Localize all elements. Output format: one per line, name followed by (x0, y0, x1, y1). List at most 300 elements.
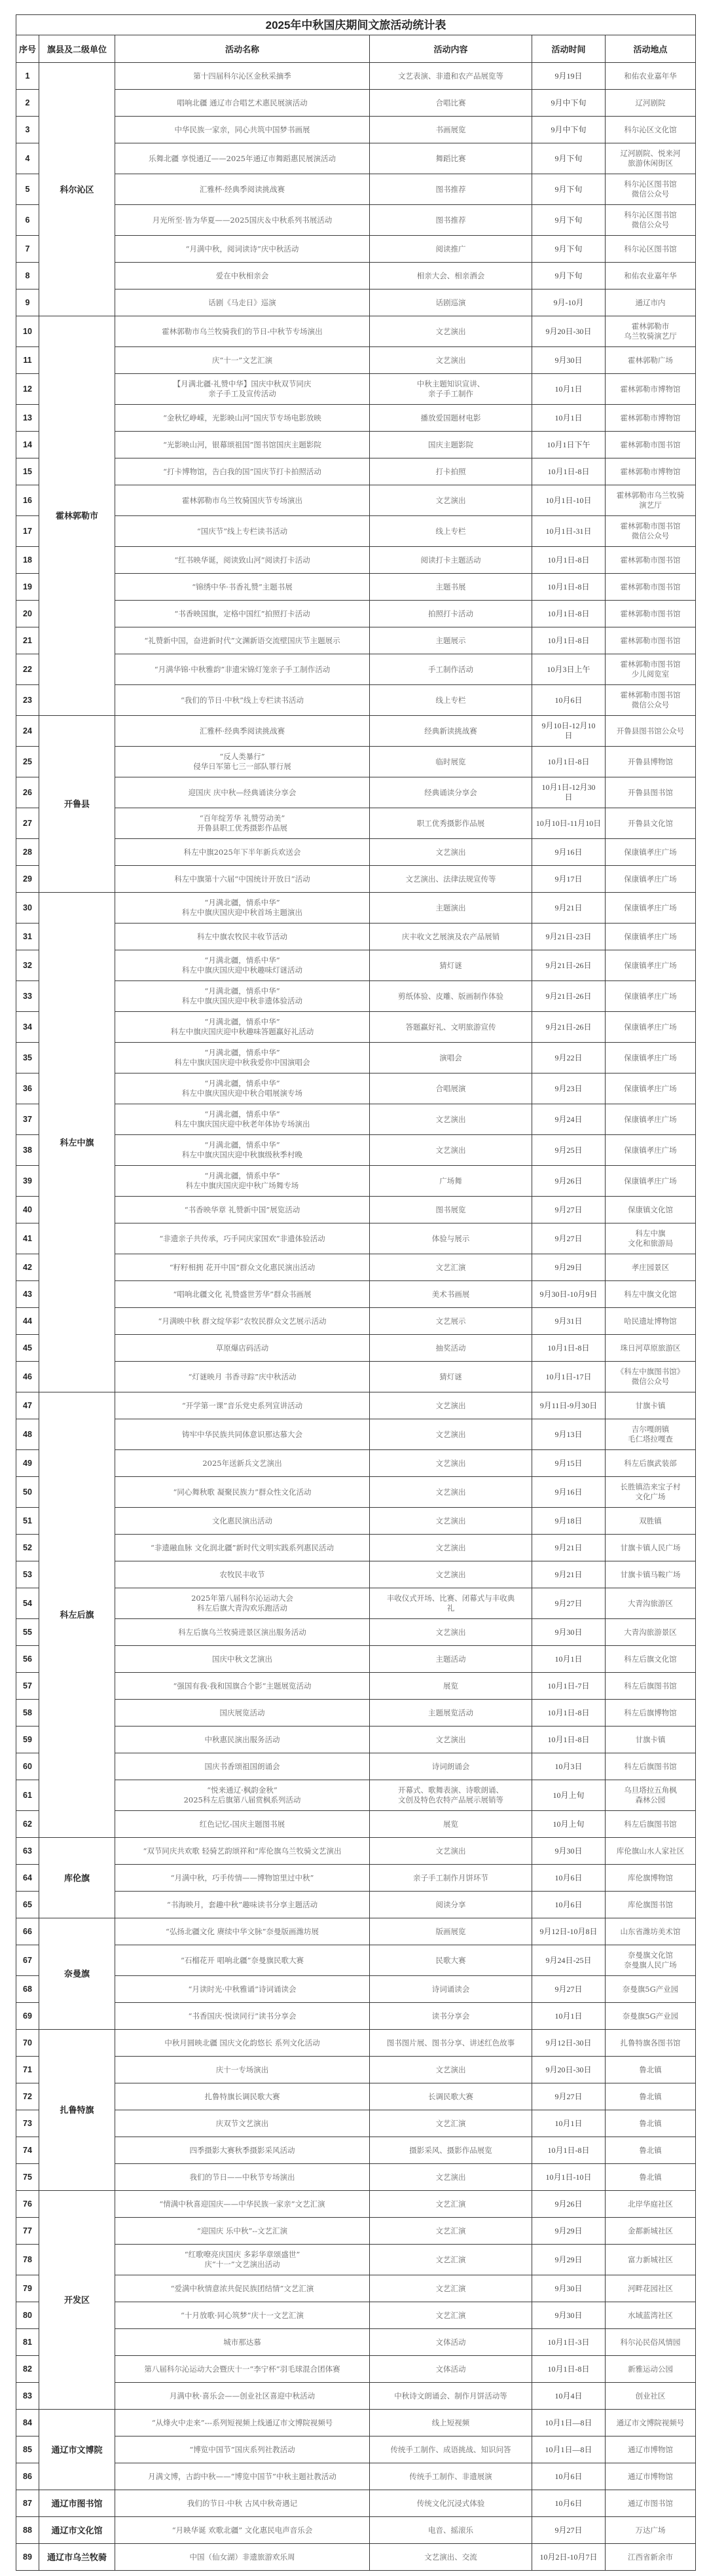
activity-time: 9月24日-25日 (532, 1945, 606, 1976)
activity-name: “双节同庆共欢歌 轻骑艺韵颂祥和”库伦旗乌兰牧骑文艺演出 (115, 1838, 370, 1865)
row-number: 29 (16, 866, 39, 893)
activity-time: 10月1日 (532, 1646, 606, 1673)
activity-name: 中秋月圆映北疆 国庆文化韵悠长 系列文化活动 (115, 2030, 370, 2057)
row-number: 69 (16, 2003, 39, 2030)
activity-content: 相亲大会、相亲酒会 (370, 263, 532, 289)
activity-time: 9月19日 (532, 63, 606, 90)
activity-time: 9月中下旬 (532, 90, 606, 117)
row-number: 20 (16, 601, 39, 627)
row-number: 31 (16, 924, 39, 950)
header-location: 活动地点 (606, 35, 696, 63)
activity-name: 科左中旗2025年下半年新兵欢送会 (115, 839, 370, 866)
activity-content: 文艺演出 (370, 1727, 532, 1753)
activity-location: 辽河剧院、悦来河 旅游休闲街区 (606, 143, 696, 174)
table-row (16, 1700, 696, 1727)
activity-name: “国庆节”线上专栏读书活动 (115, 516, 370, 547)
activity-location: 霍林郭勒市乌兰牧骑 演艺厅 (606, 485, 696, 516)
row-number: 32 (16, 950, 39, 981)
activity-content: 线上专栏 (370, 685, 532, 716)
row-number: 36 (16, 1073, 39, 1104)
activity-time: 9月25日 (532, 1135, 606, 1166)
activity-location: 大青沟旅游景区 (606, 1619, 696, 1646)
row-number: 26 (16, 777, 39, 808)
table-row (16, 1450, 696, 1477)
activity-time: 10月3日 (532, 1753, 606, 1780)
table-row (16, 1166, 696, 1197)
activity-content: 展览 (370, 1673, 532, 1700)
table-row (16, 432, 696, 458)
activity-content: 体验与展示 (370, 1223, 532, 1254)
table-row (16, 1281, 696, 1308)
activity-name: 国庆展览活动 (115, 1700, 370, 1727)
activity-location: 北岸华庭社区 (606, 2191, 696, 2218)
activity-content: 美术书画展 (370, 1281, 532, 1308)
table-row (16, 458, 696, 485)
table-row (16, 1753, 696, 1780)
table-row (16, 2463, 696, 2490)
row-number: 78 (16, 2245, 39, 2275)
row-number: 21 (16, 627, 39, 654)
activity-name: “红歌嘹亮庆国庆 多彩华章颂盛世” 庆“十一”文艺演出活动 (115, 2245, 370, 2275)
table-row (16, 1223, 696, 1254)
row-number: 62 (16, 1811, 39, 1838)
activity-time: 9月16日 (532, 1477, 606, 1508)
row-number: 39 (16, 1166, 39, 1197)
activity-name: “月满北疆，情系中华” 科左中旗庆国庆迎中秋趣味答题赢好礼活动 (115, 1012, 370, 1043)
table-row (16, 2275, 696, 2302)
table-row (16, 839, 696, 866)
header-no: 序号 (16, 35, 39, 63)
activity-name: 科左后旗乌兰牧骑进景区演出服务活动 (115, 1619, 370, 1646)
table-row (16, 289, 696, 316)
activity-name: 霍林郭勒市乌兰牧骑国庆节专场演出 (115, 485, 370, 516)
row-number: 52 (16, 1535, 39, 1561)
row-number: 19 (16, 574, 39, 601)
activity-time: 10月10日-11月10日 (532, 808, 606, 839)
activity-time: 9月26日 (532, 1166, 606, 1197)
row-number: 17 (16, 516, 39, 547)
activity-time: 10月上旬 (532, 1811, 606, 1838)
table-row (16, 777, 696, 808)
activity-location: 科左后旗武装部 (606, 1450, 696, 1477)
activity-location: 和佑农业嘉年华 (606, 263, 696, 289)
activity-time: 9月下旬 (532, 263, 606, 289)
activity-location: 科尔沁区文化馆 (606, 117, 696, 143)
header-time: 活动时间 (532, 35, 606, 63)
unit-cell: 科尔沁区 (39, 63, 115, 316)
row-number: 89 (16, 2544, 39, 2571)
row-number: 74 (16, 2137, 39, 2164)
activity-name: “非遗亲子共传承，巧手同庆家国欢”非遗体验活动 (115, 1223, 370, 1254)
row-number: 49 (16, 1450, 39, 1477)
activity-time: 10月1日—8日 (532, 2436, 606, 2463)
table-row (16, 63, 696, 90)
table-row (16, 174, 696, 205)
activity-name: “悦来通辽·枫韵金秋” 2025科左后旗第八届赏枫系列活动 (115, 1780, 370, 1811)
activity-content: 展览 (370, 1811, 532, 1838)
activity-time: 10月1日-8日 (532, 574, 606, 601)
activity-location: 开鲁县博物馆 (606, 747, 696, 777)
activity-time: 9月12日-30日 (532, 2030, 606, 2057)
row-number: 11 (16, 347, 39, 374)
activity-name: 第八届科尔沁运动大会暨庆十一“李宁杯”羽毛球混合团体赛 (115, 2356, 370, 2383)
activity-name: 庆双节文艺演出 (115, 2110, 370, 2137)
activity-time: 10月1日-8日 (532, 747, 606, 777)
row-number: 63 (16, 1838, 39, 1865)
activity-location: 库伦旗博物馆 (606, 1865, 696, 1892)
activity-content: 文艺演出 (370, 1508, 532, 1535)
activity-name: 我们的节日·中秋 古风中秋奇遇记 (115, 2490, 370, 2517)
row-number: 8 (16, 263, 39, 289)
row-number: 57 (16, 1673, 39, 1700)
activity-time: 9月30日 (532, 1838, 606, 1865)
row-number: 30 (16, 893, 39, 924)
activity-time: 9月20日-30日 (532, 316, 606, 347)
table-title: 2025年中秋国庆期间文旅活动统计表 (16, 15, 696, 35)
activity-content: 文体活动 (370, 2329, 532, 2356)
activity-name: “迎国庆 乐中秋”--文艺汇演 (115, 2218, 370, 2245)
activity-time: 10月1日-17日 (532, 1362, 606, 1392)
row-number: 47 (16, 1392, 39, 1419)
row-number: 5 (16, 174, 39, 205)
table-row (16, 716, 696, 747)
activity-content: 文艺汇演 (370, 2218, 532, 2245)
table-row (16, 117, 696, 143)
activity-location: 山东省潍坊美术馆 (606, 1918, 696, 1945)
activity-content: 文艺汇演 (370, 2191, 532, 2218)
row-number: 38 (16, 1135, 39, 1166)
unit-cell: 通辽市文博院 (39, 2410, 115, 2490)
unit-cell: 通辽市图书馆 (39, 2490, 115, 2517)
activity-location: 水域蓝湾社区 (606, 2302, 696, 2329)
activity-content: 猜灯谜 (370, 950, 532, 981)
activity-name: “唱响北疆文化 礼赞盛世芳华”群众书画展 (115, 1281, 370, 1308)
activity-time: 9月21日-23日 (532, 924, 606, 950)
activity-name: “月满中秋，巧手传情——博物馆里过中秋” (115, 1865, 370, 1892)
activity-name: “书香国庆·悦读同行”读书分享会 (115, 2003, 370, 2030)
activity-time: 9月22日 (532, 1043, 606, 1073)
row-number: 16 (16, 485, 39, 516)
activity-name: “金秋忆峥嵘，光影映山河”国庆节专场电影放映 (115, 405, 370, 432)
table-row (16, 1335, 696, 1362)
activity-name: 【月满北疆·礼赞中华】国庆中秋双节同庆 亲子手工及宣传活动 (115, 374, 370, 405)
activity-content: 传统手工制作、成语挑战、知识问答 (370, 2436, 532, 2463)
table-row (16, 405, 696, 432)
activity-name: “月满北疆，情系中华” 科左中旗庆国庆迎中秋老年体协专场演出 (115, 1104, 370, 1135)
activity-location: 霍林郭勒市图书馆 (606, 547, 696, 574)
row-number: 28 (16, 839, 39, 866)
row-number: 87 (16, 2490, 39, 2517)
table-row (16, 950, 696, 981)
activity-time: 9月下旬 (532, 205, 606, 236)
row-number: 9 (16, 289, 39, 316)
row-number: 12 (16, 374, 39, 405)
activity-name: “十月放歌·同心筑梦”庆十一文艺汇演 (115, 2302, 370, 2329)
activity-time: 10月1日-12月30 日 (532, 777, 606, 808)
table-row (16, 574, 696, 601)
table-row (16, 1392, 696, 1419)
activity-location: 霍林郭勒市 乌兰牧骑演艺厅 (606, 316, 696, 347)
activity-name: 四季摄影大赛秋季摄影采风活动 (115, 2137, 370, 2164)
activity-time: 9月26日 (532, 2191, 606, 2218)
activity-content: 主题演出 (370, 893, 532, 924)
activity-content: 文艺展示 (370, 1308, 532, 1335)
activity-location: 霍林郭勒市图书馆 (606, 432, 696, 458)
activity-name: “爱满中秋情意浓共促民族团结情”文艺汇演 (115, 2275, 370, 2302)
row-number: 71 (16, 2057, 39, 2083)
activity-location: 开鲁县图书馆 (606, 777, 696, 808)
table-row (16, 547, 696, 574)
activity-name: 红色记忆-国庆主题图书展 (115, 1811, 370, 1838)
row-number: 58 (16, 1700, 39, 1727)
row-number: 15 (16, 458, 39, 485)
row-number: 61 (16, 1780, 39, 1811)
activity-time: 9月21日 (532, 1535, 606, 1561)
activity-location: 保康镇孝庄广场 (606, 950, 696, 981)
activity-location: 富力新城社区 (606, 2245, 696, 2275)
row-number: 1 (16, 63, 39, 90)
activity-time: 10月1日下午 (532, 432, 606, 458)
row-number: 54 (16, 1588, 39, 1619)
activity-time: 10月1日-8日 (532, 2137, 606, 2164)
row-number: 41 (16, 1223, 39, 1254)
activity-location: 开鲁县图书馆公众号 (606, 716, 696, 747)
table-row (16, 1673, 696, 1700)
table-row (16, 685, 696, 716)
activity-location: 保康镇文化馆 (606, 1197, 696, 1223)
activity-location: 金都新城社区 (606, 2218, 696, 2245)
activity-name: 扎鲁特旗长调民歌大赛 (115, 2083, 370, 2110)
activity-name: “打卡博物馆，告白我的国”国庆节打卡拍照活动 (115, 458, 370, 485)
activity-name: 草原爆店码活动 (115, 1335, 370, 1362)
activity-content: 经典诵读分享会 (370, 777, 532, 808)
activity-content: 文艺演出 (370, 2164, 532, 2191)
table-row (16, 1419, 696, 1450)
table-row (16, 1561, 696, 1588)
activity-content: 文艺演出 (370, 485, 532, 516)
activity-time: 9月10日-12月10 日 (532, 716, 606, 747)
activity-content: 剪纸体验、皮雕、版画制作体验 (370, 981, 532, 1012)
table-row (16, 2329, 696, 2356)
table-row (16, 1918, 696, 1945)
unit-cell: 通辽市文化馆 (39, 2517, 115, 2544)
activity-location: 霍林郭勒市博物馆 (606, 458, 696, 485)
row-number: 33 (16, 981, 39, 1012)
activity-name: “弘扬北疆文化 赓续中华文脉”奈曼版画潍坊展 (115, 1918, 370, 1945)
activity-content: 文艺演出 (370, 2057, 532, 2083)
activity-time: 9月29日 (532, 1254, 606, 1281)
table-row (16, 1976, 696, 2003)
row-number: 48 (16, 1419, 39, 1450)
activity-content: 文艺演出 (370, 1419, 532, 1450)
row-number: 25 (16, 747, 39, 777)
activity-name: “非遗融血脉 文化润北疆”新时代文明实践系列惠民活动 (115, 1535, 370, 1561)
row-number: 76 (16, 2191, 39, 2218)
activity-content: 文艺演出 (370, 1392, 532, 1419)
row-number: 88 (16, 2517, 39, 2544)
activity-content: 打卡拍照 (370, 458, 532, 485)
activity-name: “月满北疆，情系中华” 科左中旗庆国庆迎中秋首场主题演出 (115, 893, 370, 924)
table-row (16, 1945, 696, 1976)
activity-time: 9月-10月 (532, 289, 606, 316)
activity-location: 新雅运动公园 (606, 2356, 696, 2383)
activity-name: “月满北疆，情系中华” 科左中旗庆国庆迎中秋我爱你中国演唱会 (115, 1043, 370, 1073)
activity-time: 10月3日上午 (532, 654, 606, 685)
activity-time: 9月30日 (532, 2275, 606, 2302)
table-row (16, 2110, 696, 2137)
activity-content: 合唱展演 (370, 1073, 532, 1104)
row-number: 23 (16, 685, 39, 716)
table-row (16, 1535, 696, 1561)
activity-content: 文艺汇演 (370, 2302, 532, 2329)
row-number: 14 (16, 432, 39, 458)
row-number: 35 (16, 1043, 39, 1073)
activity-time: 10月1日-8日 (532, 2356, 606, 2383)
table-row (16, 263, 696, 289)
activity-location: 霍林郭勒市图书馆 微信公众号 (606, 685, 696, 716)
activity-location: 保康镇孝庄广场 (606, 1166, 696, 1197)
table-row (16, 601, 696, 627)
activity-content: 诗词诵读会 (370, 1976, 532, 2003)
table-row (16, 2302, 696, 2329)
table-row (16, 516, 696, 547)
activity-location: 保康镇孝庄广场 (606, 1073, 696, 1104)
activity-time: 10月1日-8日 (532, 1335, 606, 1362)
activity-name: “月满北疆，情系中华” 科左中旗庆国庆迎中秋广场舞专场 (115, 1166, 370, 1197)
row-number: 3 (16, 117, 39, 143)
activity-time: 9月29日 (532, 2245, 606, 2275)
activity-name: 爱在中秋相亲会 (115, 263, 370, 289)
activity-name: “锦绣中华·书香礼赞”主题书展 (115, 574, 370, 601)
activity-time: 9月21日 (532, 1561, 606, 1588)
activity-name: “月满映中秋 群文绽华彩”农牧民群众文艺展示活动 (115, 1308, 370, 1335)
activity-time: 9月27日 (532, 1976, 606, 2003)
activity-name: “光影映山河，银幕颂祖国”图书馆国庆主题影院 (115, 432, 370, 458)
activity-location: 珠日河草原旅游区 (606, 1335, 696, 1362)
activity-name: “月满北疆，情系中华” 科左中旗庆国庆迎中秋趣味灯谜活动 (115, 950, 370, 981)
activity-location: 通辽市博物馆 (606, 2463, 696, 2490)
activity-time: 9月17日 (532, 866, 606, 893)
row-number: 73 (16, 2110, 39, 2137)
activity-content: 图书推荐 (370, 174, 532, 205)
activity-content: 摄影采风、摄影作品展览 (370, 2137, 532, 2164)
activity-content: 临时展览 (370, 747, 532, 777)
activity-location: 科左后旗图书馆 (606, 1811, 696, 1838)
activity-content: 主题展示 (370, 627, 532, 654)
activity-time: 10月2日-10月7日 (532, 2544, 606, 2571)
activity-location: 保康镇孝庄广场 (606, 1043, 696, 1073)
activity-location: 保康镇孝庄广场 (606, 893, 696, 924)
activity-name: 农牧民丰收节 (115, 1561, 370, 1588)
activity-content: 文艺演出 (370, 1104, 532, 1135)
activity-time: 10月1日-7日 (532, 1673, 606, 1700)
activity-location: 孝庄园景区 (606, 1254, 696, 1281)
table-row (16, 2410, 696, 2436)
activity-location: 科尔沁区图书馆 微信公众号 (606, 205, 696, 236)
activity-location: 甘旗卡镇 (606, 1392, 696, 1419)
activity-time: 9月18日 (532, 1508, 606, 1535)
activity-location: 通辽市内 (606, 289, 696, 316)
activity-content: 丰收仪式开场、比赛、闭幕式与丰收典 礼 (370, 1588, 532, 1619)
activity-content: 文艺汇演 (370, 1254, 532, 1281)
row-number: 46 (16, 1362, 39, 1392)
activity-location: 哈民遗址博物馆 (606, 1308, 696, 1335)
activity-content: 中秋主题知识宣讲、 亲子手工制作 (370, 374, 532, 405)
activity-location: 保康镇孝庄广场 (606, 981, 696, 1012)
activity-content: 文艺演出 (370, 1450, 532, 1477)
activity-name: “书香映华章 礼赞新中国”展览活动 (115, 1197, 370, 1223)
row-number: 75 (16, 2164, 39, 2191)
row-number: 70 (16, 2030, 39, 2057)
activity-location: 通辽市博物馆 (606, 2436, 696, 2463)
activity-content: 文艺汇演 (370, 2245, 532, 2275)
activity-name: 乐舞北疆 享悦通辽——2025年通辽市舞蹈惠民展演活动 (115, 143, 370, 174)
activity-content: 职工优秀摄影作品展 (370, 808, 532, 839)
activity-location: 科左后旗图书馆 (606, 1753, 696, 1780)
table-row (16, 1780, 696, 1811)
activity-name: “情满中秋喜迎国庆——中华民族一家亲”文艺汇演 (115, 2191, 370, 2218)
activity-name: 月满中秋·喜乐会——创业社区喜迎中秋活动 (115, 2383, 370, 2410)
activity-content: 长调民歌大赛 (370, 2083, 532, 2110)
activity-name: 中华民族一家亲，同心共筑中国梦书画展 (115, 117, 370, 143)
activity-name: “月满北疆，情系中华” 科左中旗庆国庆迎中秋旗级秋季村晚 (115, 1135, 370, 1166)
activity-content: 线上短视频 (370, 2410, 532, 2436)
activity-location: 库伦旗图书馆 (606, 1892, 696, 1918)
activity-location: 保康镇孝庄广场 (606, 1104, 696, 1135)
activity-content: 中秋诗文朗诵会、制作月饼活动等 (370, 2383, 532, 2410)
activity-content: 传统文化沉浸式体验 (370, 2490, 532, 2517)
header-row (16, 35, 696, 63)
table-row (16, 1865, 696, 1892)
activity-location: 通辽市文博院视频号 (606, 2410, 696, 2436)
row-number: 42 (16, 1254, 39, 1281)
activity-location: 万达广场 (606, 2517, 696, 2544)
activity-name: 城市那达慕 (115, 2329, 370, 2356)
activity-content: 文体活动 (370, 2356, 532, 2383)
table-row (16, 1012, 696, 1043)
activity-location: 甘旗卡镇人民广场 (606, 1535, 696, 1561)
activity-name: 汇雅杯·经典季阅读挑战赛 (115, 716, 370, 747)
activity-content: 图书推荐 (370, 205, 532, 236)
activity-location: 鲁北镇 (606, 2083, 696, 2110)
activity-time: 9月21日-26日 (532, 981, 606, 1012)
activity-location: 乌旦塔拉五角枫 森林公园 (606, 1780, 696, 1811)
activity-location: 库伦旗山水人家社区 (606, 1838, 696, 1865)
activity-time: 10月1日-31日 (532, 516, 606, 547)
table-row (16, 1619, 696, 1646)
table-row (16, 236, 696, 263)
table-row (16, 893, 696, 924)
activity-time: 9月下旬 (532, 174, 606, 205)
activity-location: 奈曼旗5G产业园 (606, 1976, 696, 2003)
activity-name: 我们的节日——中秋节专场演出 (115, 2164, 370, 2191)
activity-location: 科左中旗 文化和旅游局 (606, 1223, 696, 1254)
table-row (16, 1073, 696, 1104)
activity-time: 9月27日 (532, 1197, 606, 1223)
activity-content: 演唱会 (370, 1043, 532, 1073)
activity-time: 10月1日-8日 (532, 601, 606, 627)
header-unit: 旗县及二级单位 (39, 35, 115, 63)
unit-cell: 科左中旗 (39, 893, 115, 1392)
activity-location: 《科左中旗图书馆》 微信公众号 (606, 1362, 696, 1392)
activity-time: 10月1日-10日 (532, 2164, 606, 2191)
unit-cell: 开鲁县 (39, 716, 115, 893)
row-number: 79 (16, 2275, 39, 2302)
activity-location: 霍林郭勒市图书馆 (606, 601, 696, 627)
activity-time: 9月11日-9月30日 (532, 1392, 606, 1419)
table-row (16, 981, 696, 1012)
table-row (16, 2030, 696, 2057)
